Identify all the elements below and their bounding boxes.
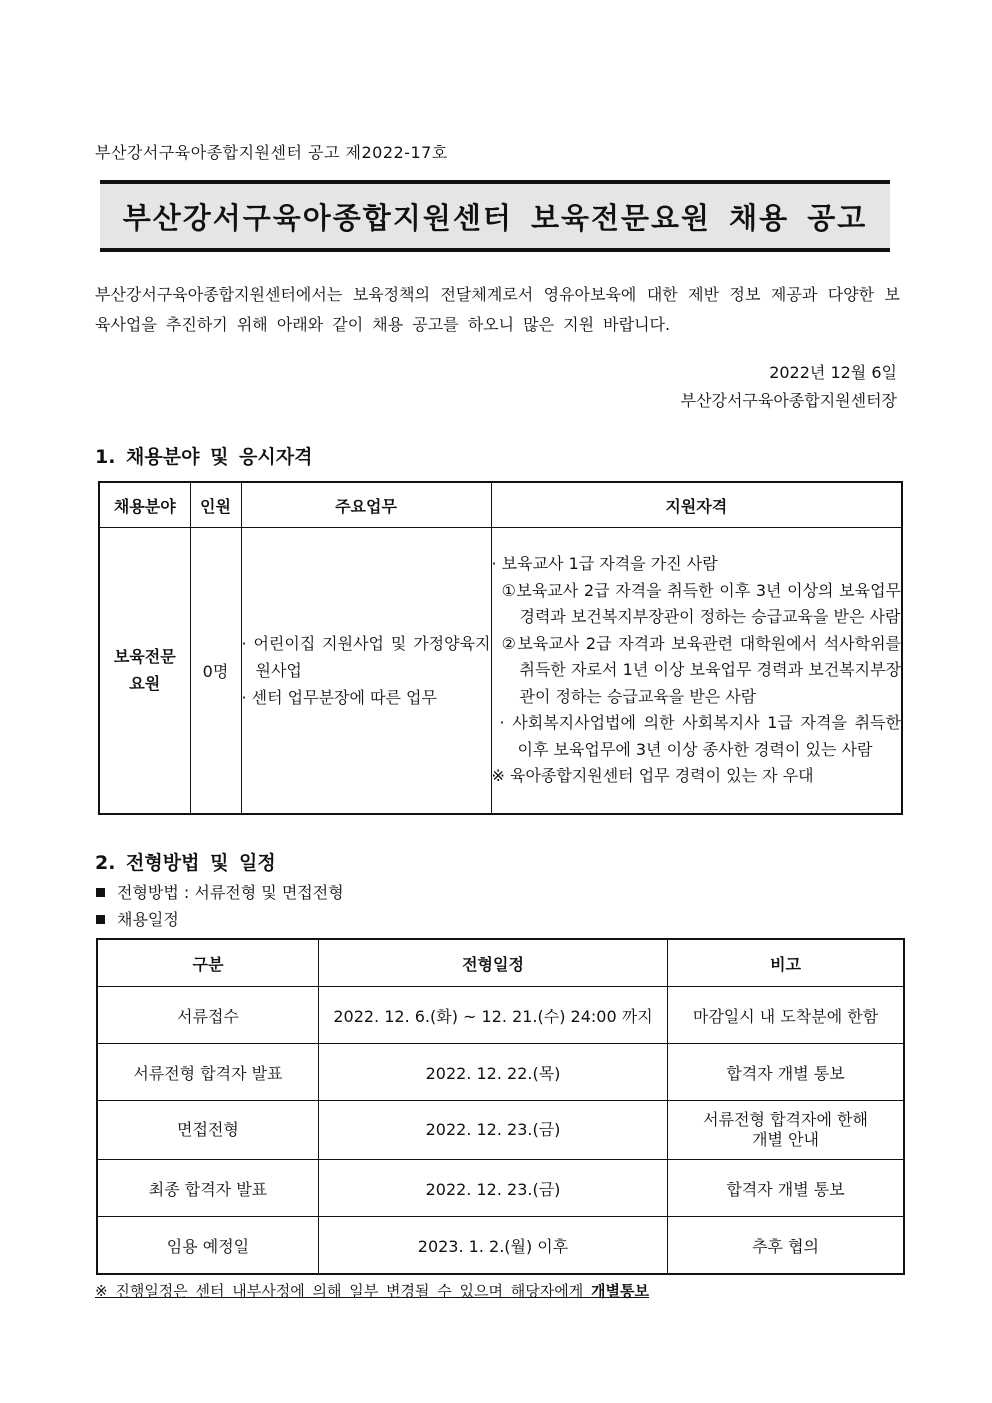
footnote-emphasis: 개별통보 <box>590 1282 649 1300</box>
header-count: 인원 <box>190 482 241 528</box>
table-row <box>99 528 902 814</box>
method-line <box>96 880 344 903</box>
stage-cell: 면접전형 <box>97 1101 318 1160</box>
date-cell: 2022. 12. 6.(화) ~ 12. 21.(수) 24:00 까지 <box>318 987 667 1044</box>
stage-cell: 서류접수 <box>97 987 318 1044</box>
qualification-item: · 사회복지사업법에 의한 사회복지사 1급 자격을 취득한 이후 보육업무에 3년 이상 종사한 경력이 있는 사람 <box>499 713 901 759</box>
section1-title: 1. 채용분야 및 응시자격 <box>95 446 313 468</box>
schedule-table <box>96 938 905 1275</box>
schedule-label-line <box>96 907 179 930</box>
header-note: 비고 <box>668 939 904 987</box>
table-row <box>97 1044 904 1101</box>
qualifications-cell <box>491 528 902 814</box>
table-row <box>97 1217 904 1275</box>
page-title: 부산강서구육아종합지원센터 보육전문요원 채용 공고 <box>122 200 868 235</box>
note-line2: 개별 안내 <box>752 1130 819 1149</box>
intro-paragraph: 부산강서구육아종합지원센터에서는 보육정책의 전달체계로서 영유아보육에 대한 제반 정보 제공과 다양한 보육사업을 추진하기 위해 아래와 같이 채용 공고를 하오니 많은 지원 바랍니다. <box>95 285 900 334</box>
qualification-item: ②보육교사 2급 자격과 보육관련 대학원에서 석사학위를 취득한 자로서 1년 이상 보육업무 경력과 보건복지부장관이 정하는 승급교육을 받은 사람 <box>501 633 901 706</box>
note-cell: 합격자 개별 통보 <box>668 1160 904 1217</box>
note-cell: 추후 협의 <box>668 1217 904 1275</box>
duty-item: · 센터 업무분장에 따른 업무 <box>241 687 437 707</box>
footnote-text: ※ 진행일정은 센터 내부사정에 의해 일부 변경될 수 있으며 해당자에게 <box>95 1282 591 1300</box>
title-banner <box>100 180 890 252</box>
recruitment-table <box>98 481 903 815</box>
header-duties: 주요업무 <box>241 482 491 528</box>
qualification-note: ※ 육아종합지원센터 업무 경력이 있는 자 우대 <box>491 766 814 785</box>
count-cell: 0명 <box>190 528 241 814</box>
qualification-item: · 보육교사 1급 자격을 가진 사람 <box>491 554 718 573</box>
header-qualifications: 지원자격 <box>491 482 902 528</box>
header-stage: 구분 <box>97 939 318 987</box>
date-cell: 2022. 12. 23.(금) <box>318 1101 667 1160</box>
header-field: 채용분야 <box>99 482 190 528</box>
field-line1: 보육전문 <box>113 647 176 667</box>
issuer: 부산강서구육아종합지원센터장 <box>680 391 897 410</box>
table-header-row <box>97 939 904 987</box>
header-date: 전형일정 <box>318 939 667 987</box>
duty-item: · 어린이집 지원사업 및 가정양육지원사업 <box>241 633 491 680</box>
field-cell <box>99 528 190 814</box>
method-text: 전형방법 : 서류전형 및 면접전형 <box>117 883 344 902</box>
notice-number: 부산강서구육아종합지원센터 공고 제2022-17호 <box>95 143 448 162</box>
date-cell: 2022. 12. 22.(목) <box>318 1044 667 1101</box>
square-bullet-icon <box>96 888 105 897</box>
table-header-row <box>99 482 902 528</box>
date-cell: 2023. 1. 2.(월) 이후 <box>318 1217 667 1275</box>
note-cell <box>668 1101 904 1160</box>
table-row <box>97 1101 904 1160</box>
table-row <box>97 987 904 1044</box>
duties-cell <box>241 528 491 814</box>
field-line2: 요원 <box>129 674 161 694</box>
note-cell: 마감일시 내 도착분에 한함 <box>668 987 904 1044</box>
stage-cell: 최종 합격자 발표 <box>97 1160 318 1217</box>
stage-cell: 서류전형 합격자 발표 <box>97 1044 318 1101</box>
section2-title: 2. 전형방법 및 일정 <box>95 852 276 874</box>
stage-cell: 임용 예정일 <box>97 1217 318 1275</box>
schedule-footnote <box>95 1280 649 1301</box>
schedule-label: 채용일정 <box>117 910 179 929</box>
notice-date: 2022년 12월 6일 <box>769 363 897 382</box>
qualification-item: ①보육교사 2급 자격을 취득한 이후 3년 이상의 보육업무 경력과 보건복지부장관이 정하는 승급교육을 받은 사람 <box>501 580 901 626</box>
square-bullet-icon <box>96 915 105 924</box>
table-row <box>97 1160 904 1217</box>
note-cell: 합격자 개별 통보 <box>668 1044 904 1101</box>
note-line1: 서류전형 합격자에 한해 <box>703 1110 868 1129</box>
date-cell: 2022. 12. 23.(금) <box>318 1160 667 1217</box>
